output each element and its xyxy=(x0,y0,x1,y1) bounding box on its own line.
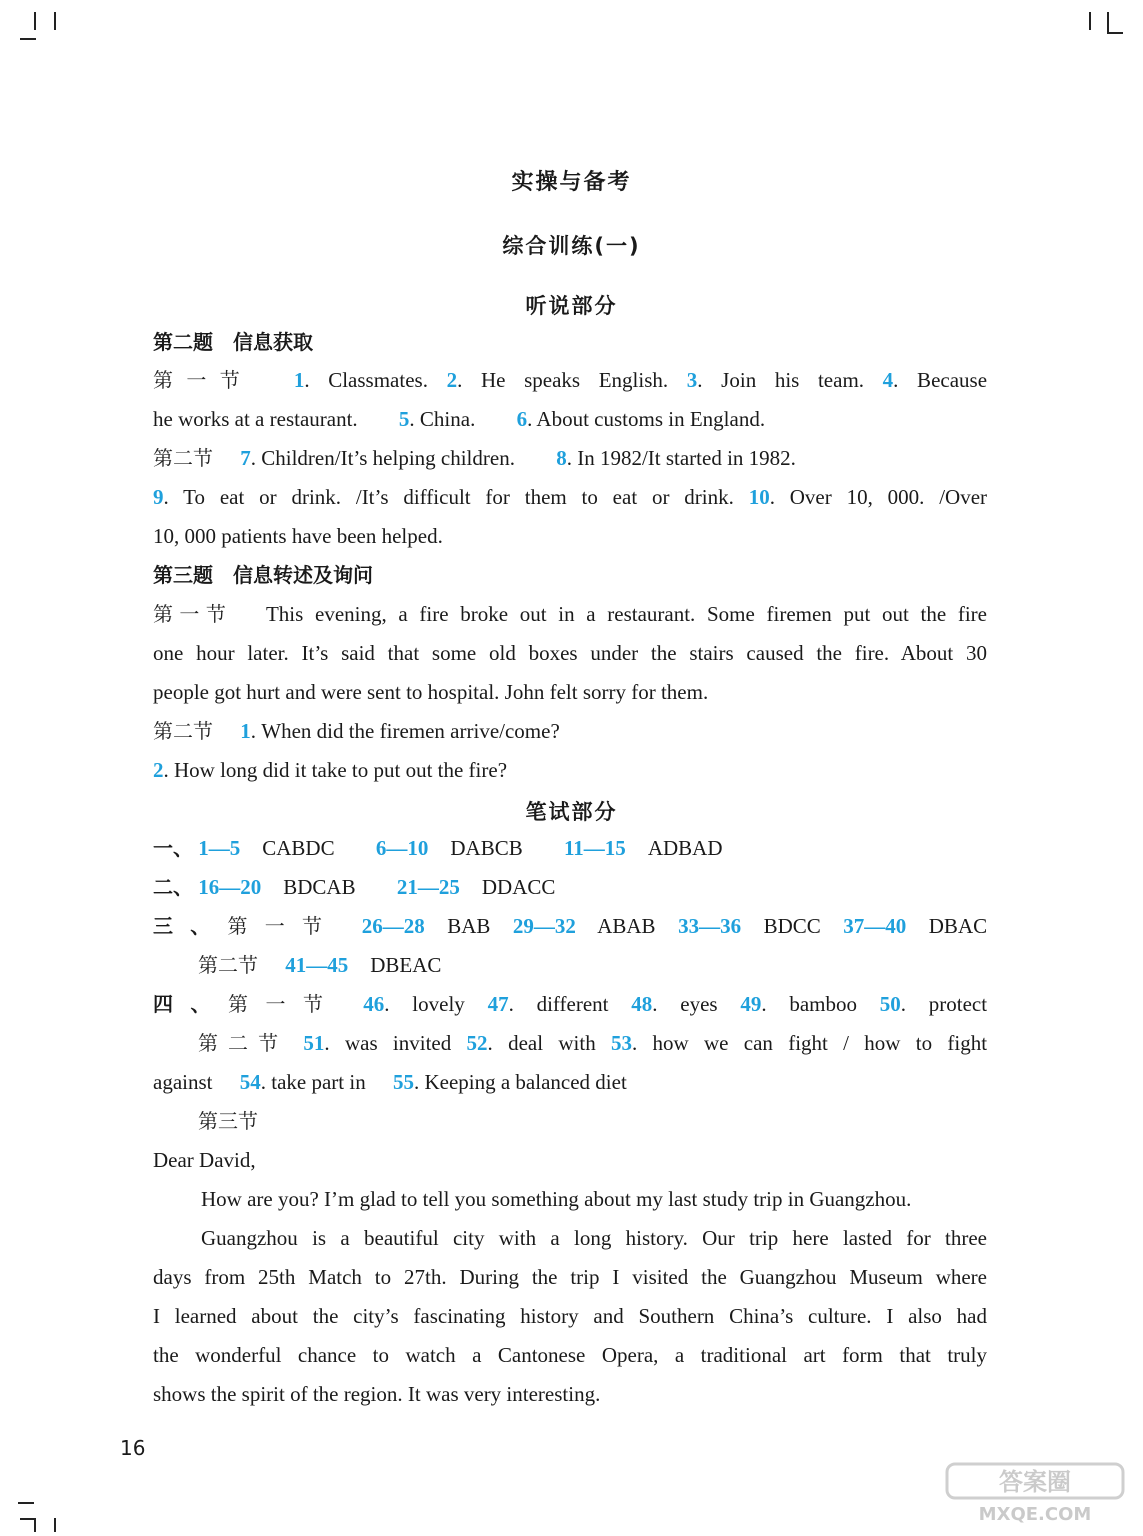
crop-mark xyxy=(1107,32,1123,34)
answer-item: 53. how we can fight / how to fight xyxy=(611,1031,988,1055)
section-label: 第二节 xyxy=(198,953,258,977)
q2-heading: 第二题 信息获取 xyxy=(153,330,313,354)
range: 33—36 xyxy=(678,914,742,938)
answer-letters: ADBAD xyxy=(647,836,723,860)
range: 37—40 xyxy=(843,914,907,938)
q2-s2-line xyxy=(153,444,987,472)
answer-letters: DABCB xyxy=(450,836,523,860)
crop-mark xyxy=(18,1502,34,1504)
answer-letters: BAB xyxy=(447,914,491,938)
section-label: 第二节 xyxy=(198,1031,289,1055)
part1-line xyxy=(153,834,987,862)
paragraph-text: one hour later. It’s said that some old boxes under the stairs caused the fire. About 30 xyxy=(153,641,987,665)
answer-item: 50. protect xyxy=(879,992,988,1016)
answer-letters: DDACC xyxy=(481,875,556,899)
section-label: 第一节 xyxy=(227,914,340,938)
answer-letters: BDCC xyxy=(763,914,821,938)
q3-s2-line xyxy=(153,717,987,745)
answer-letters: DBEAC xyxy=(370,953,442,977)
paragraph-text: This evening, a fire broke out in a restaurant. Some firemen put out the fire xyxy=(265,602,988,626)
answer-item: 1. Classmates. xyxy=(293,368,428,392)
letter-line: the wonderful chance to watch a Cantonese Opera, a traditional art form that truly xyxy=(153,1343,987,1367)
crop-mark xyxy=(34,12,36,30)
written-heading: 笔试部分 xyxy=(525,800,618,824)
answer-item: 9. To eat or drink. /It’s difficult for them to eat or drink. xyxy=(153,485,734,509)
part-label: 二、 xyxy=(153,875,193,899)
range: 21—25 xyxy=(396,875,460,899)
crop-mark xyxy=(54,12,56,30)
watermark-top: 答案圈 xyxy=(999,1468,1071,1496)
range: 11—15 xyxy=(563,836,626,860)
part3-line xyxy=(153,912,987,940)
section-title: 综合训练(一) xyxy=(502,234,641,258)
part3-line xyxy=(153,951,987,979)
watermark-bottom: MXQE.COM xyxy=(978,1504,1092,1524)
q2-s1-line xyxy=(153,366,987,394)
part-label: 四、 xyxy=(153,992,229,1016)
range: 26—28 xyxy=(361,914,425,938)
answer-continuation: 10, 000 patients have been helped. xyxy=(153,524,443,548)
part2-line xyxy=(153,873,987,901)
answer-item: 54. take part in xyxy=(239,1070,366,1094)
answer-item: 8. In 1982/It started in 1982. xyxy=(556,446,796,470)
listening-heading: 听说部分 xyxy=(525,294,618,318)
answer-continuation: against xyxy=(153,1070,213,1094)
section-label: 第二节 xyxy=(153,446,213,470)
section-label: 第一节 xyxy=(153,602,233,626)
letter-line: How are you? I’m glad to tell you something about my last study trip in Guangzhou. xyxy=(201,1187,912,1211)
section-label: 第三节 xyxy=(198,1109,258,1133)
crop-mark xyxy=(1089,12,1091,30)
answer-letters: DBAC xyxy=(928,914,988,938)
answer-item: 7. Children/It’s helping children. xyxy=(240,446,515,470)
part4-line xyxy=(198,1029,987,1057)
answer-item: 49. bamboo xyxy=(740,992,858,1016)
answer-item: 10. Over 10, 000. /Over xyxy=(748,485,988,509)
answer-letters: BDCAB xyxy=(283,875,356,899)
answer-item: 1. When did the firemen arrive/come? xyxy=(240,719,560,743)
range: 6—10 xyxy=(375,836,429,860)
section-label: 第二节 xyxy=(153,719,213,743)
answer-item: 52. deal with xyxy=(466,1031,596,1055)
watermark-logo xyxy=(945,1462,1125,1524)
answer-continuation: he works at a restaurant. xyxy=(153,407,358,431)
answer-item: 5. China. xyxy=(398,407,476,431)
letter-greeting: Dear David, xyxy=(153,1148,256,1172)
answer-item: 6. About customs in England. xyxy=(516,407,766,431)
answer-item: 47. different xyxy=(487,992,609,1016)
crop-mark xyxy=(34,1518,36,1532)
answer-item: 2. He speaks English. xyxy=(446,368,669,392)
crop-mark xyxy=(1107,12,1109,34)
crop-mark xyxy=(20,38,36,40)
answer-letters: ABAB xyxy=(597,914,656,938)
answer-item: 46. lovely xyxy=(363,992,465,1016)
crop-mark xyxy=(54,1518,56,1532)
answer-item: 51. was invited xyxy=(303,1031,452,1055)
answer-item: 48. eyes xyxy=(631,992,718,1016)
range: 29—32 xyxy=(512,914,576,938)
answer-item: 55. Keeping a balanced diet xyxy=(392,1070,627,1094)
page-number: 16 xyxy=(120,1436,146,1460)
part4-line xyxy=(153,1068,987,1096)
range: 16—20 xyxy=(198,875,262,899)
part-label: 一、 xyxy=(153,836,193,860)
letter-line: days from 25th Match to 27th. During the trip I visited the Guangzhou Museum where xyxy=(153,1265,987,1289)
q3-s1-line xyxy=(153,600,987,628)
section-label: 第一节 xyxy=(153,368,254,392)
paragraph-text: people got hurt and were sent to hospital. John felt sorry for them. xyxy=(153,680,709,704)
q3-heading: 第三题 信息转述及询问 xyxy=(153,563,373,587)
answer-item: 4. Because xyxy=(882,368,988,392)
range: 41—45 xyxy=(285,953,349,977)
letter-line: shows the spirit of the region. It was very interesting. xyxy=(153,1382,601,1406)
letter-line: Guangzhou is a beautiful city with a long history. Our trip here lasted for three xyxy=(201,1226,987,1250)
answer-letters: CABDC xyxy=(262,836,335,860)
q2-s2-line xyxy=(153,483,987,511)
letter-line: I learned about the city’s fascinating history and Southern China’s culture. I also had xyxy=(153,1304,987,1328)
part4-line xyxy=(153,990,987,1018)
part-label: 三、 xyxy=(153,914,228,938)
answer-item: 3. Join his team. xyxy=(686,368,865,392)
section-label: 第一节 xyxy=(228,992,341,1016)
page-title: 实操与备考 xyxy=(511,170,632,195)
answer-item: 2. How long did it take to put out the fire? xyxy=(153,758,508,782)
q2-s1-line xyxy=(153,405,987,433)
range: 1—5 xyxy=(198,836,241,860)
